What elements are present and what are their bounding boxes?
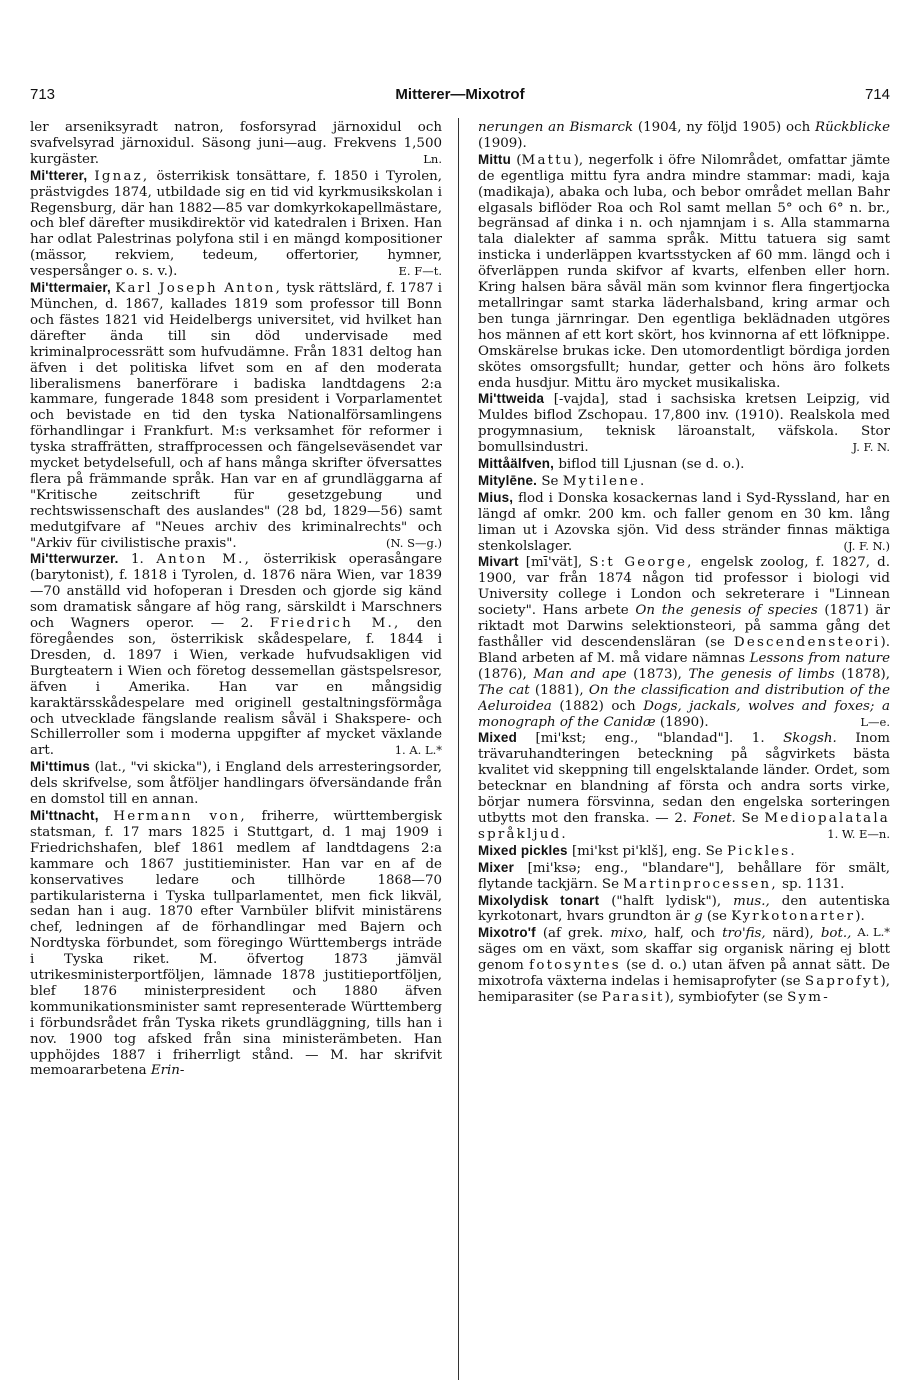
entry-headword: Mi'ttweida	[478, 391, 545, 407]
entry-name: Ignaz,	[94, 168, 150, 184]
author-signature: (N. S—g.)	[385, 535, 442, 550]
author-signature: 1. W. E—n.	[827, 826, 890, 841]
entry-text: [mi'kst; eng., "blandad"]. 1.	[516, 731, 784, 747]
entry-title-italic: g	[694, 909, 703, 925]
entry-text: biflod till Ljusnan (se d. o.).	[554, 457, 745, 473]
entry-text: ), negerfolk i öfre Nilområdet, omfattar jämte de egentliga mittu fyra andra mindre stammar: madi, kaja (madikaja), abaka och luba, och bebor området mellan Bahr elgasals biflöder Roa och Rol samt mellan 5° och 6° n. br., begränsad af dinka i n. och njamnjam i s. Alla stammarna tala dialekter af samma språk. Mittu tatuera sig samt insticka i underläppen kvartsstycken af 60 mm. längd och i öfverläppen runda skifvor af kvarts, elfenben eller horn. Kring halsen bära såväl män som kvinnor flera fingertjocka metallringar samt starka läderhalsband, kring armar och ben tunga järnringar. Den egentliga beklädnaden utgöres hos männen af ett kort skört, hos kvinnorna af ett löfknippe. Omskärelse brukas icke. Den utomordentligt bördiga jorden skötes omsorgsfullt; hundar, getter och höns äro folkets enda husdjur. Mittu äro mycket musikaliska.	[478, 152, 890, 391]
entry-text: ).	[855, 909, 865, 925]
entry-mitylene	[478, 473, 890, 490]
entry-text: säges om en växt, som skaffar sig organisk näring ej blott genom	[478, 942, 890, 974]
entry-headword: Mi'ttnacht,	[30, 807, 99, 823]
entry-title-italic: tro'fis,	[722, 926, 766, 942]
entry-mixotrof	[478, 925, 890, 1006]
entry-text: flod i Donska kosackernas land i Syd-Ryssland, har en längd af omkr. 200 km. och faller genom en 30 km. lång liman ut i Azovska sjön. Vid dess stränder finnas mäktiga stenkolslager.	[478, 490, 890, 554]
entry-text: (1876),	[478, 666, 534, 682]
entry-text: friherre, württembergisk statsman, f. 17 mars 1825 i Stuttgart, d. 1 maj 1909 i Friedrichshafen, blef 1861 medlem af landtdagens 2:a kammare och 1867 justitieminister. Han var en af de konservatives ledare och tillhörde 1868—70 partikularisterna i Tyska tullparlamentet, men fick likväl, sedan han i aug. 1870 efter Varnbüler blifvit ministärens chef, ledningen af de förhandlingar med Bajern och Nordtyska förbundet, som föregingo Württembergs inträde i Tyska riket. M. öfvertog 1873 jämväl utrikesministerportföljen, lämnade 1878 justitieportföljen, blef 1876 ministerpresident och 1880 äfven kommunikationsminister samt representerade Württemberg i förbundsrådet från Tyska rikets grundläggning, tills han i nov. 1900 tog afsked från sina ministerämbeten. Han upphöjdes 1887 i friherrligt stånd. — M. har skrifvit memoararbetena	[30, 808, 442, 1079]
author-signature: 1. A. L.*	[394, 743, 442, 758]
entry-text: (se	[702, 909, 732, 925]
entry-name: S:t George,	[589, 555, 694, 571]
entry-text: ler arseniksyradt natron, fosforsyrad järnoxidul och svafvelsyrad järnoxidul. Säsong juni—aug. Frekvens 1,500 kurgäster.	[30, 120, 442, 167]
entry-mittweida	[478, 391, 890, 456]
entry-text: half, och	[647, 926, 723, 942]
page-header	[30, 86, 890, 108]
entry-text: (af grek.	[535, 926, 611, 942]
entry-title-italic: Dogs, jackals, wolves and foxes; a monograph of the Canidæ	[478, 698, 890, 730]
entry-text: (1873),	[626, 666, 689, 682]
entry-name: Hermann von,	[113, 808, 247, 824]
entry-text: engelsk zoolog, f. 1827, d. 1900, var från 1874 någon tid professor i biologi vid University college i London och sekreterare i "Linnean society". Hans arbete	[478, 555, 890, 619]
author-signature: E. F—t.	[398, 264, 442, 279]
cross-reference: Kyrkotonarter	[731, 909, 856, 925]
entry-name: Friedrich M.,	[269, 616, 401, 632]
author-signature: (J. F. N.)	[843, 538, 890, 553]
entry-text: (1871) är riktadt mot Darwins selektionsteori, på samma gång det fasthåller vid descendensläran (se	[478, 603, 890, 650]
entry-text: den autentiska kyrkotonart, hvars grundton är	[478, 893, 890, 925]
entry-text: (1909).	[478, 135, 527, 151]
entry-headword: Mixotro'f	[478, 925, 536, 941]
entry-title-italic: On the classification and distribution of the Aeluroidea	[478, 682, 890, 714]
entry-mixed	[478, 730, 890, 842]
entry-text: närd),	[765, 926, 821, 942]
entry-title-italic: Rückblicke	[815, 120, 890, 135]
page-number-right: 714	[864, 86, 890, 103]
entry-title-italic: Lessons from nature	[749, 650, 890, 666]
entry-mixed-pickles	[478, 843, 890, 860]
entry-mittu	[478, 152, 890, 392]
entry-headword: Mixed pickles	[478, 842, 568, 858]
running-head: Mitterer—Mixotrof	[395, 86, 525, 103]
entry-mixer	[478, 860, 890, 893]
entry-text: [mi'kst pi'klš], eng. Se	[567, 843, 727, 859]
author-signature: A. L.*	[857, 925, 890, 940]
column-divider	[458, 118, 459, 1380]
entry-headword: Mixer	[478, 859, 514, 875]
entry-headword: Mivart	[478, 554, 519, 570]
entry-mitterwurzer	[30, 551, 442, 759]
entry-headword: Mittåälfven,	[478, 456, 555, 472]
entry-text: (1882) och	[551, 698, 644, 714]
entry-title-italic: bot.,	[820, 926, 852, 942]
entry-text: [mī'vät],	[518, 555, 590, 571]
cross-reference: Sym-	[787, 989, 830, 1005]
entry-title-italic: mus.,	[733, 893, 770, 909]
entry-mitterer	[30, 168, 442, 280]
entry-headword: Mixed	[478, 730, 517, 746]
author-signature: Ln.	[423, 151, 442, 166]
entry-mittaalfven	[478, 456, 890, 473]
entry-headword: Mittu	[478, 151, 511, 167]
entry-text: ), symbiofyter (se	[664, 989, 788, 1005]
entry-name: Mattu	[521, 152, 574, 168]
entry-name: Anton M.,	[156, 552, 252, 568]
left-column	[30, 120, 442, 1370]
entry-text: ). Bland arbeten af M. må vidare nämnas	[478, 635, 890, 666]
entry-headword: Mitylēne.	[478, 472, 538, 488]
cross-reference: Mytilene.	[562, 473, 647, 489]
entry-title-italic: Skogsh.	[783, 731, 837, 747]
entry-text: (1881),	[529, 682, 589, 698]
entry-text: 1.	[118, 552, 157, 568]
cross-reference: Mediopalatala språkljud.	[478, 810, 890, 842]
entry-title-italic: mixo,	[610, 926, 648, 942]
entry-text: [mi'ksə; eng., "blandare"], behållare för smält, flytande tackjärn. Se	[478, 860, 890, 892]
author-signature: J. F. N.	[852, 440, 890, 455]
entry-text: tysk rättslärd, f. 1787 i München, d. 1867, kallades 1819 som professor till Bonn och fästes 1821 vid Heidelbergs universitet, vid hvilket han därefter ända till sin död undervisade med kriminalprocessrätt som hufvudämne. Från 1831 deltog han äfven i det politiska lifvet som en af den moderata liberalismens banerförare i badiska landtdagens 2:a kammare, fungerade 1848 som president i Vorparlamentet och bevistade en tid den tyska Nationalförsamlingens förhandlingar i Frankfurt. M:s verksamhet för reformer i tyska straffrätten, straffprocessen och fängelseväsendet var mycket betydelsefull, och af hans många skrifter öfversattes flera på främmande språk. Han var en af grundläggarna af "Kritische zeitschrift für gesetzgebung und rechtswissenschaft des auslandes" (28 bd, 1829—56) samt medutgifvare af "Neues archiv des kriminalrechts" och "Arkiv für civilistische praxis".	[30, 281, 442, 551]
entry-text: [-vajda], stad i sachsiska kretsen Leipzig, vid Muldes biflod Zschopau. 17,800 inv. (1910). Realskola med progymnasium, teknisk läroanstalt, väfskola. Stor bomullsindustri.	[478, 392, 890, 456]
entry-text: den föregåendes son, österrikisk skådespelare, f. 1844 i Dresden, d. 1897 i Wien, verkade hufvudsakligen vid Burgteatern i Wien och företog dessemellan gästspelsresor, äfven i Amerika. Han var en mångsidig karaktärsskådespelare med originell gestaltningsförmåga och utvecklade fängslande realism såväl i Shakspere- och Schillerroller som i moderna uppgifter af mycket växlande art.	[30, 616, 442, 759]
cross-reference: fotosyntes	[529, 958, 621, 974]
cross-reference: Pickles.	[726, 843, 797, 859]
entry-headword: Mi'tterwurzer.	[30, 551, 119, 567]
entry-text: Inom trävaruhandteringen beteckning på sågvirkets bästa kvalitet vid skeppning till engelsktalande länder. Ordet, som betecknar en blandning af första och andra sorts virke, börjar numera försvinna, sedan den engelska sorteringen utbytts mot den franska. — 2.	[478, 731, 890, 826]
entry-mivart	[478, 554, 890, 730]
entry-mius	[478, 490, 890, 555]
entry-text: ), hemiparasiter (se	[478, 974, 890, 1005]
page-number-left: 713	[30, 86, 56, 103]
entry-title-italic: The cat	[478, 682, 530, 698]
cross-reference: Martinprocessen,	[623, 876, 778, 892]
entry-headword: Mi'ttimus	[30, 759, 91, 775]
entry-text: Se	[537, 473, 563, 489]
entry-title-italic: Fonet.	[692, 810, 736, 826]
entry-mittimus	[30, 759, 442, 808]
entry-text: (se d. o.) utan äfven på annat sätt. De mixotrofa växterna indelas i hemisaprofyter (se	[478, 958, 890, 990]
entry-text: österrikisk operasångare (barytonist), f. 1818 i Tyrolen, d. 1876 nära Wien, var 1839—70 anställd vid hofoperan i Dresden och gjorde sig känd som dramatisk sångare af hög rang, särskildt i Marschners och Wagners operor. — 2.	[30, 552, 442, 632]
cross-reference: Saprofyt	[804, 974, 881, 990]
entry-text: österrikisk tonsättare, f. 1850 i Tyrolen, prästvigdes 1874, utbildade sig en tid vid kyrkmusikskolan i Regensburg, där han 1882—85 var domkyrkokapellmästare, och blef därefter musikdirektör vid katedralen i Brixen. Han har odlat Palestrinas polyfona stil i en mängd kompositioner (mässor, rekviem, tedeum, offertorier, hymner, vespersånger o. s. v.).	[30, 168, 442, 280]
entry-text: sp. 1131.	[777, 876, 845, 892]
entry-title-italic: On the genesis of species	[635, 603, 818, 619]
entry-text: ("halft lydisk"),	[599, 893, 734, 909]
cross-reference: Descendensteori	[733, 635, 881, 650]
entry-title-italic: Man and ape	[533, 666, 627, 682]
entry-title-italic: The genesis of limbs	[688, 666, 835, 682]
entry-headword: Mixolydisk tonart	[478, 892, 600, 908]
entry-text: (1890).	[655, 714, 709, 730]
entry-headword: Mius,	[478, 489, 514, 505]
entry-mittnacht	[30, 808, 442, 1079]
author-signature: L—e.	[860, 714, 890, 729]
entry-text: Se	[735, 810, 765, 826]
right-column	[478, 120, 890, 1370]
entry-headword: Mi'tterer,	[30, 167, 88, 183]
entry-title-italic: Erin-	[150, 1063, 185, 1079]
entry-name: Karl Joseph Anton,	[115, 281, 283, 297]
entry-continuation	[478, 120, 890, 152]
entry-text: (1878),	[834, 666, 890, 682]
entry-text: (1904, ny följd 1905) och	[633, 120, 815, 135]
entry-title-italic: nerungen an Bismarck	[478, 120, 634, 135]
entry-mittermaier	[30, 280, 442, 551]
entry-text: (lat., "vi skicka"), i England dels arresteringsorder, dels skrifvelse, som åtföljer handlingars öfversändande från en domstol till en annan.	[30, 760, 442, 808]
entry-text: (	[510, 152, 522, 168]
cross-reference: Parasit	[601, 989, 665, 1005]
entry-continuation	[30, 120, 442, 168]
entry-headword: Mi'ttermaier,	[30, 280, 111, 296]
